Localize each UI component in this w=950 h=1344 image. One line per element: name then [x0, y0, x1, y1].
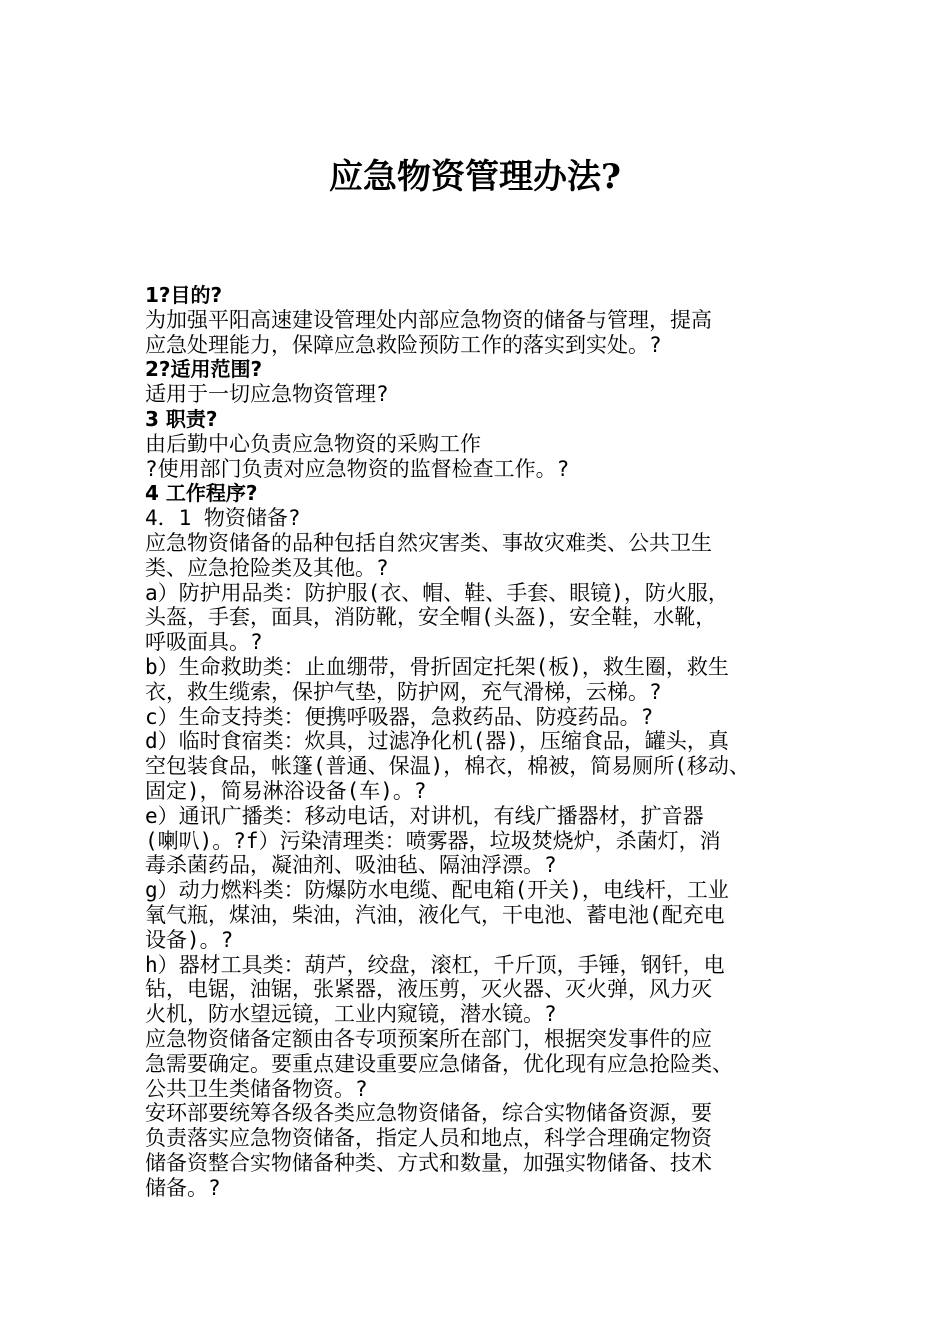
paragraph-line: b）生命救助类：止血绷带，骨折固定托架(板)，救生圈，救生: [145, 654, 729, 679]
paragraph-line: ?使用部门负责对应急物资的监督检查工作。?: [145, 456, 570, 481]
section-heading: 3 职责?: [145, 406, 218, 431]
paragraph-line: g）动力燃料类：防爆防水电缆、配电箱(开关)，电线杆，工业: [145, 878, 729, 903]
paragraph-line: 氧气瓶，煤油，柴油，汽油，液化气，干电池、蓄电池(配充电: [145, 902, 725, 927]
paragraph-line: 类、应急抢险类及其他。?: [145, 555, 389, 580]
paragraph-line: 毒杀菌药品，凝油剂、吸油毡、隔油浮漂。?: [145, 853, 557, 878]
paragraph-line: 应急物资储备的品种包括自然灾害类、事故灾难类、公共卫生: [145, 530, 712, 555]
paragraph-line: 安环部要统筹各级各类应急物资储备，综合实物储备资源，要: [145, 1101, 712, 1126]
section-heading: 1?目的?: [145, 283, 223, 307]
paragraph-line: 钻，电锯，油锯，张紧器，液压剪，灭火器、灭火弹，风力灭: [145, 977, 712, 1002]
paragraph-line: h）器材工具类：葫芦，绞盘，滚杠，千斤顶，手锤，钢钎，电: [145, 952, 725, 977]
paragraph-line: (喇叭)。?f）污染清理类：喷雾器，垃圾焚烧炉，杀菌灯，消: [145, 828, 721, 853]
paragraph-line: 负责落实应急物资储备，指定人员和地点，科学合理确定物资: [145, 1126, 712, 1151]
paragraph-line: 应急物资储备定额由各专项预案所在部门，根据突发事件的应: [145, 1026, 712, 1051]
paragraph-line: 呼吸面具。?: [145, 630, 263, 655]
paragraph-line: c）生命支持类：便携呼吸器，急救药品、防疫药品。?: [145, 704, 654, 729]
paragraph-line: 由后勤中心负责应急物资的采购工作: [145, 431, 481, 456]
section-heading: 2?适用范围?: [145, 357, 263, 382]
paragraph-line: 应急处理能力，保障应急救险预防工作的落实到实处。?: [145, 332, 662, 357]
paragraph-line: 适用于一切应急物资管理?: [145, 382, 389, 407]
paragraph-line: 公共卫生类储备物资。?: [145, 1076, 368, 1101]
paragraph-line: 为加强平阳高速建设管理处内部应急物资的储备与管理，提高: [145, 307, 712, 332]
paragraph-line: 固定)，简易淋浴设备(车)。?: [145, 778, 427, 803]
paragraph-line: a）防护用品类：防护服(衣、帽、鞋、手套、眼镜)，防火服，: [145, 580, 729, 605]
paragraph-line: 衣，救生缆索，保护气垫，防护网，充气滑梯，云梯。?: [145, 679, 662, 704]
paragraph-line: 设备)。?: [145, 927, 234, 952]
paragraph-line: e）通讯广播类：移动电话，对讲机，有线广播器材，扩音器: [145, 803, 704, 828]
paragraph-line: 火机，防水望远镜，工业内窥镜，潜水镜。?: [145, 1002, 557, 1027]
paragraph-line: d）临时食宿类：炊具，过滤净化机(器)，压缩食品，罐头，真: [145, 729, 729, 754]
paragraph-line: 头盔，手套，面具，消防靴，安全帽(头盔)，安全鞋，水靴，: [145, 605, 717, 630]
paragraph-line: 空包装食品，帐篷(普通、保温)，棉衣，棉被，简易厕所(移动、: [145, 754, 750, 779]
paragraph-line: 4．1 物资储备?: [145, 506, 301, 531]
section-heading: 4 工作程序?: [145, 481, 258, 506]
document-title: 应急物资管理办法?: [329, 157, 621, 197]
paragraph-line: 储备。?: [145, 1175, 221, 1200]
paragraph-line: 急需要确定。要重点建设重要应急储备，优化现有应急抢险类、: [145, 1051, 733, 1076]
document-body: [145, 283, 835, 1200]
paragraph-line: 储备资整合实物储备种类、方式和数量，加强实物储备、技术: [145, 1150, 712, 1175]
